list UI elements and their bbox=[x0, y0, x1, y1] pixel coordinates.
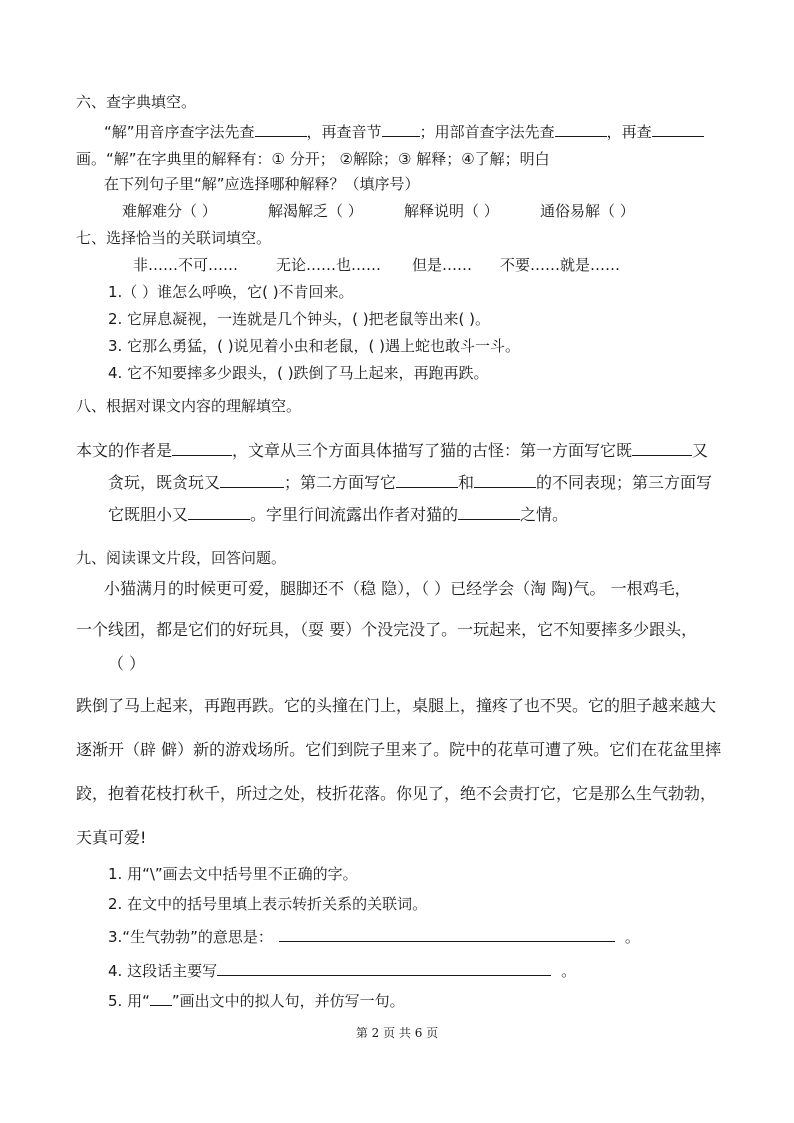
conjunction-pair-1: 非……不可…… bbox=[133, 256, 239, 274]
section6-line2: 画。“解”在字典里的解释有：① 分开； ②解除；③ 解释；④了解；明白 bbox=[76, 150, 550, 168]
section6-line1: “解”用音序查字法先查 ，再查音节 ；用部首查字法先查 ，再查 bbox=[104, 121, 704, 142]
section6-word-3: 解释说明（ ） bbox=[404, 202, 499, 220]
section6-word-2: 解渴解乏（ ） bbox=[268, 202, 363, 220]
blank[interactable] bbox=[396, 472, 458, 488]
conjunction-pair-4: 不要……就是…… bbox=[500, 256, 621, 274]
section6-heading: 六、查字典填空。 bbox=[76, 93, 197, 111]
blank[interactable] bbox=[382, 121, 420, 137]
passage-line-1: 小猫满月的时候更可爱，腿脚还不（稳 隐），（ ）已经学会（淘 陶)气。 一根鸡毛， bbox=[104, 579, 691, 598]
page-footer: 第 2 页 共 6 页 bbox=[355, 1026, 439, 1040]
blank[interactable] bbox=[172, 440, 232, 456]
conjunction-pair-3: 但是…… bbox=[412, 256, 473, 274]
section9-q3: 3.“生气勃勃”的意思是： 。 bbox=[108, 928, 640, 946]
passage-line-3: （ ） bbox=[108, 654, 146, 673]
section7-heading: 七、选择恰当的关联词填空。 bbox=[76, 229, 272, 247]
passage-line-7: 天真可爱! bbox=[76, 828, 147, 847]
conjunction-pair-2: 无论……也…… bbox=[276, 256, 382, 274]
passage-line-2: 一个线团，都是它们的好玩具，（耍 要）个没完没了。一玩起来，它不知要摔多少跟头， bbox=[76, 620, 698, 639]
answer-line[interactable] bbox=[217, 960, 551, 976]
section6-word-4: 通俗易解（ ） bbox=[540, 202, 635, 220]
section8-heading: 八、根据对课文内容的理解填空。 bbox=[76, 397, 302, 415]
blank[interactable] bbox=[474, 472, 536, 488]
section6-word-1: 难解难分（ ） bbox=[122, 202, 217, 220]
section9-q2: 2. 在文中的括号里填上表示转折关系的关联词。 bbox=[108, 895, 428, 913]
section9-heading: 九、阅读课文片段，回答问题。 bbox=[76, 549, 287, 567]
section7-q1: 1.（ ）谁怎么呼唤，它( )不肯回来。 bbox=[108, 283, 354, 301]
passage-line-5: 逐渐开（辟 僻）新的游戏场所。它们到院子里来了。院中的花草可遭了殃。它们在花盆里摔 bbox=[76, 740, 722, 759]
section9-q4: 4. 这段话主要写 。 bbox=[108, 962, 577, 980]
section7-q3: 3. 它那么勇猛，( )说见着小虫和老鼠，( )遇上蛇也敢斗一斗。 bbox=[108, 337, 521, 355]
passage-line-4: 跌倒了马上起来，再跑再跌。它的头撞在门上，桌腿上，撞疼了也不哭。它的胆子越来越大 bbox=[76, 696, 717, 715]
blank[interactable] bbox=[555, 121, 607, 137]
blank[interactable] bbox=[652, 121, 704, 137]
section8-line2: 贪玩，既贪玩又 ；第二方面写它 和 的不同表现；第三方面写 bbox=[108, 473, 713, 492]
blank[interactable] bbox=[632, 440, 692, 456]
blank[interactable] bbox=[220, 472, 284, 488]
section9-q1: 1. 用“\”画去文中括号里不正确的字。 bbox=[108, 865, 358, 883]
section8-line1: 本文的作者是 ，文章从三个方面具体描写了猫的古怪：第一方面写它既 又 bbox=[76, 441, 709, 460]
blank[interactable] bbox=[458, 504, 520, 520]
section8-line3: 它既胆小又 。字里行间流露出作者对猫的 之情。 bbox=[108, 505, 569, 524]
section9-q5: 5. 用“ ”画出文中的拟人句，并仿写一句。 bbox=[108, 992, 405, 1010]
blank[interactable] bbox=[255, 121, 307, 137]
section7-q4: 4. 它不知要摔多少跟头，( )跌倒了马上起来，再跑再跌。 bbox=[108, 364, 489, 382]
section7-q2: 2. 它屏息凝视，一连就是几个钟头，( )把老鼠等出来( )。 bbox=[108, 310, 491, 328]
section6-line3: 在下列句子里“解”应选择哪种解释？（填序号） bbox=[104, 175, 420, 193]
underline-sample bbox=[150, 990, 172, 1006]
blank[interactable] bbox=[188, 504, 250, 520]
answer-line[interactable] bbox=[279, 926, 615, 942]
passage-line-6: 跤，抱着花枝打秋千，所过之处，枝折花落。你见了，绝不会责打它，它是那么生气勃勃， bbox=[76, 784, 717, 803]
